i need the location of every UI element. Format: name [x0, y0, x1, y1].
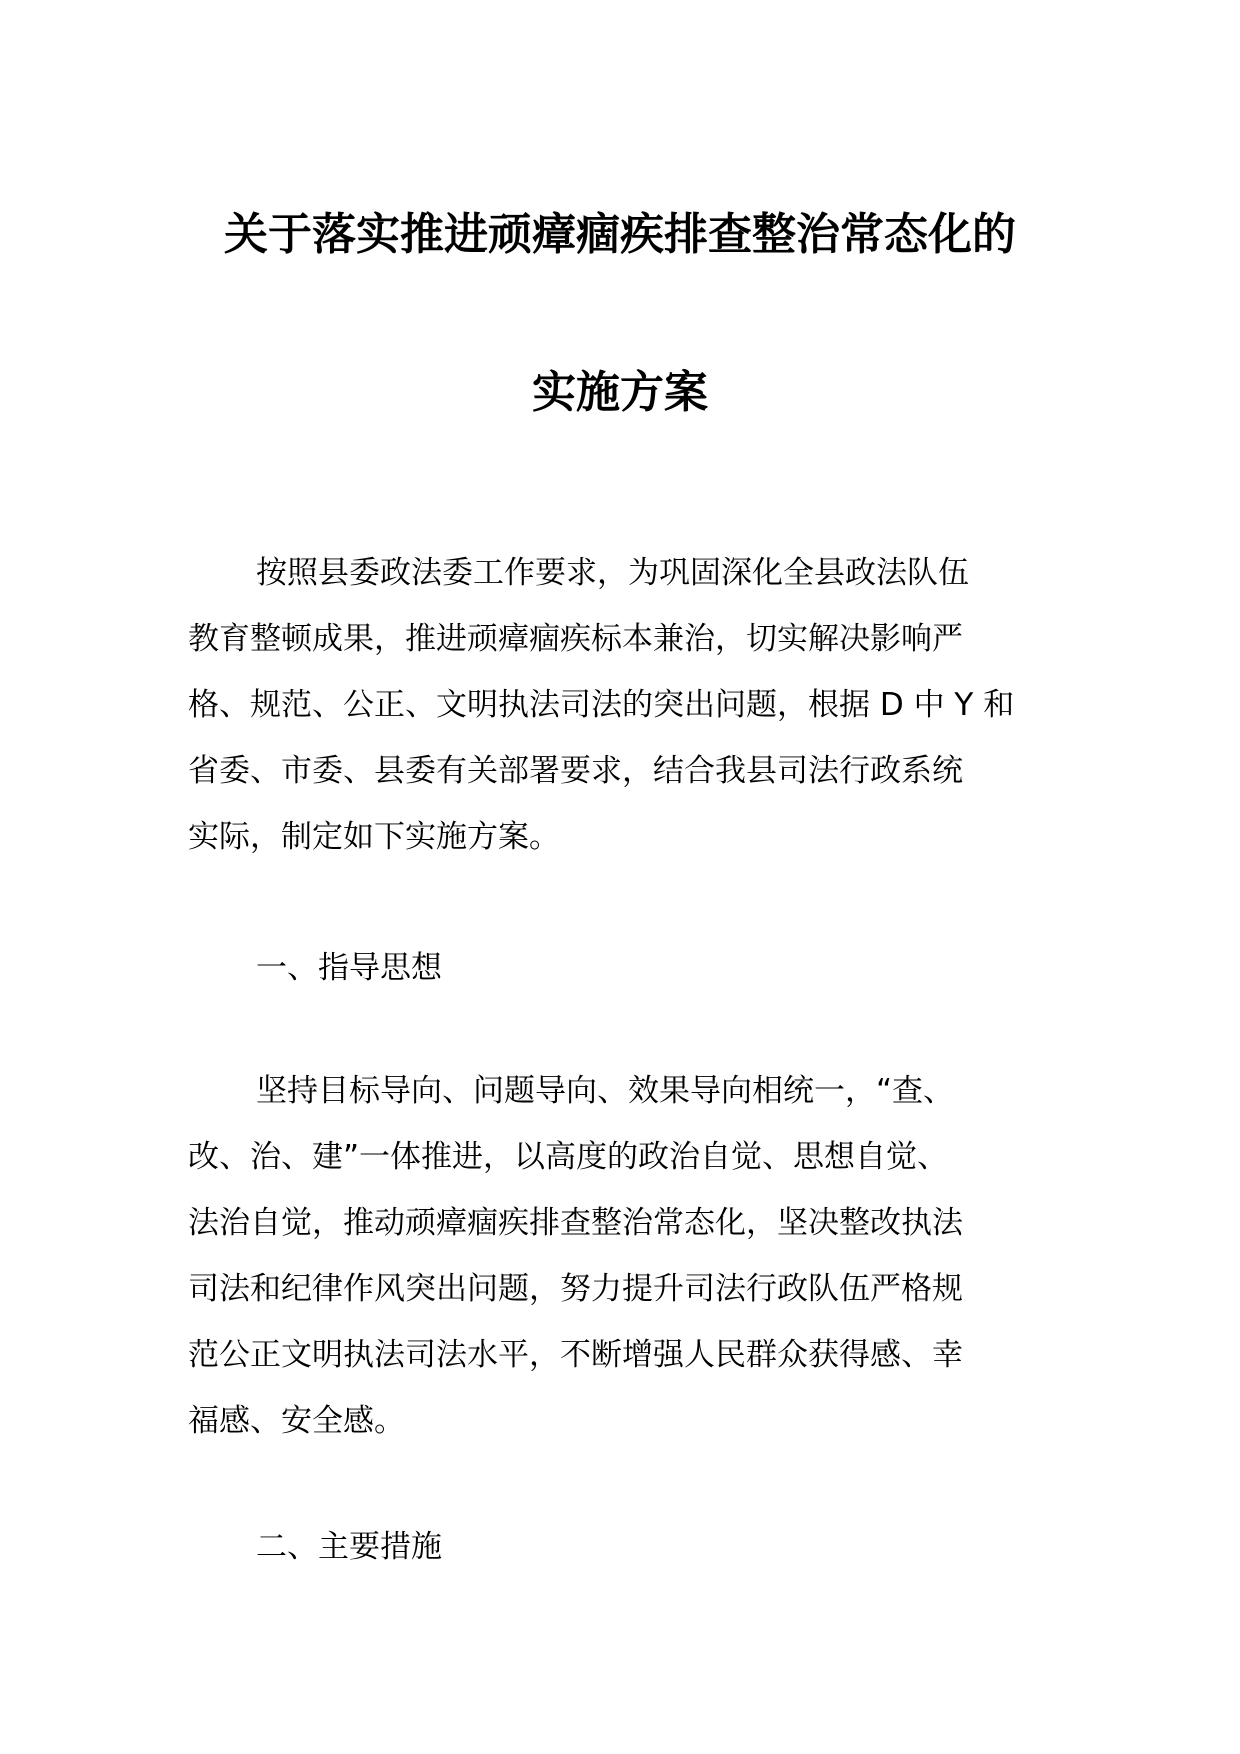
section-heading-guiding-ideology [188, 935, 1052, 1001]
paragraph-line: 福感、安全感。 [188, 1403, 405, 1439]
section-heading-text: 一、指导思想 [256, 950, 442, 986]
paragraph-line: 按照县委政法委工作要求，为巩固深化全县政法队伍 [256, 555, 969, 591]
paragraph-line: 实际，制定如下实施方案。 [188, 819, 560, 855]
paragraph-line: 坚持目标导向、问题导向、效果导向相统一，“查、 [256, 1073, 955, 1109]
paragraph-guiding-ideology [188, 1058, 1052, 1454]
paragraph-line: 教育整顿成果，推进顽瘴痼疾标本兼治，切实解决影响严 [188, 621, 963, 657]
paragraph-line: 改、治、建”一体推进，以高度的政治自觉、思想自觉、 [188, 1139, 949, 1175]
section-heading-main-measures [188, 1514, 1052, 1580]
document-title-line-2: 实施方案 [532, 367, 708, 418]
paragraph-line: 司法和纪律作风突出问题，努力提升司法行政队伍严格规 [188, 1271, 963, 1307]
paragraph-line: 格、规范、公正、文明执法司法的突出问题，根据 D 中 Y 和 [188, 687, 1015, 723]
section-heading-text: 二、主要措施 [256, 1529, 442, 1565]
paragraph-line: 法治自觉，推动顽瘴痼疾排查整治常态化，坚决整改执法 [188, 1205, 963, 1241]
paragraph-line: 范公正文明执法司法水平，不断增强人民群众获得感、幸 [188, 1337, 963, 1373]
paragraph-intro [188, 540, 1052, 870]
document-title-line-1: 关于落实推进顽瘴痼疾排查整治常态化的 [224, 209, 1016, 260]
paragraph-line: 省委、市委、县委有关部署要求，结合我县司法行政系统 [188, 753, 963, 789]
